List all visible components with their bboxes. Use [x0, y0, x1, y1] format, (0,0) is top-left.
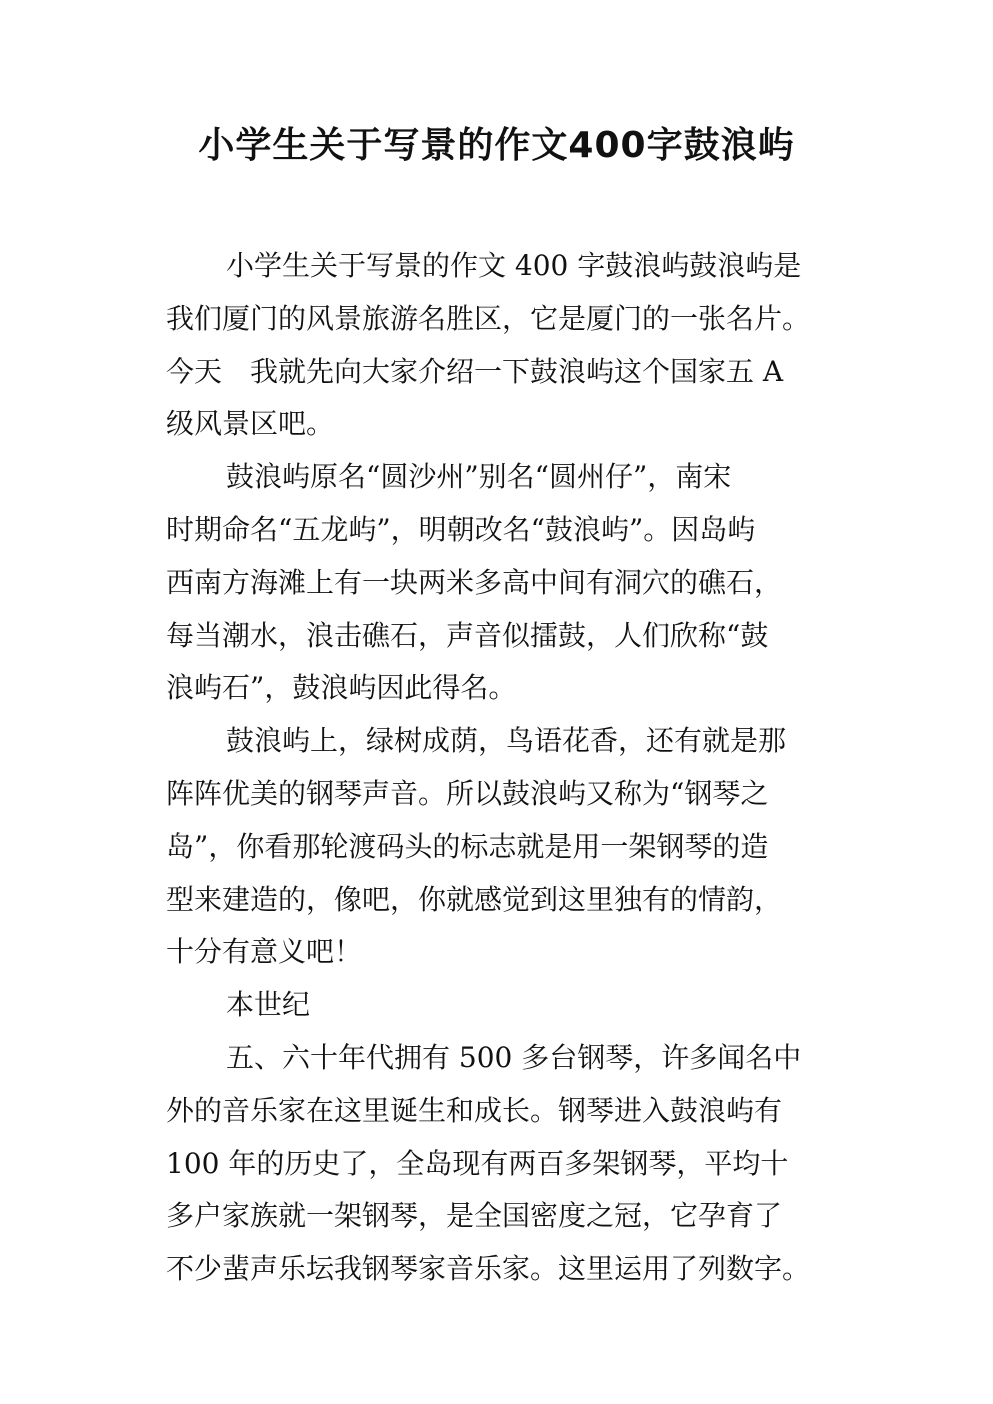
text-line: 外的音乐家在这里诞生和成长。钢琴进入鼓浪屿有 [166, 1093, 783, 1127]
text-line: 不少蜚声乐坛我钢琴家音乐家。这里运用了列数字。 [166, 1252, 811, 1286]
text-line: 五、六十年代拥有 500 多台钢琴，许多闻名中 [226, 1040, 802, 1074]
text-line: 鼓浪屿原名“圆沙州”别名“圆州仔”，南宋 [226, 460, 732, 494]
text-line: 多户家族就一架钢琴，是全国密度之冠，它孕育了 [166, 1199, 783, 1233]
text-line: 我们厦门的风景旅游名胜区，它是厦门的一张名片。 [166, 301, 811, 335]
text-line: 型来建造的，像吧，你就感觉到这里独有的情韵， [166, 882, 783, 916]
document-title: 小学生关于写景的作文400字鼓浪屿 [198, 125, 795, 166]
text-line: 西南方海滩上有一块两米多高中间有洞穴的礁石， [166, 565, 783, 599]
text-line: 100 年的历史了，全岛现有两百多架钢琴，平均十 [166, 1146, 789, 1180]
text-line: 十分有意义吧！ [166, 935, 363, 969]
text-line: 岛”，你看那轮渡码头的标志就是用一架钢琴的造 [166, 829, 769, 863]
text-line: 每当潮水，浪击礁石，声音似擂鼓，人们欣称“鼓 [166, 618, 769, 652]
text-line: 本世纪 [226, 988, 311, 1022]
text-line: 浪屿石”，鼓浪屿因此得名。 [166, 671, 517, 705]
text-line: 级风景区吧。 [166, 407, 335, 441]
text-line: 今天 我就先向大家介绍一下鼓浪屿这个国家五 A [166, 354, 784, 388]
text-line: 时期命名“五龙屿”，明朝改名“鼓浪屿”。因岛屿 [166, 512, 756, 546]
text-line: 阵阵优美的钢琴声音。所以鼓浪屿又称为“钢琴之 [166, 776, 769, 810]
text-line: 鼓浪屿上，绿树成荫，鸟语花香，还有就是那 [226, 724, 787, 758]
document-body [166, 240, 846, 1296]
text-line: 小学生关于写景的作文 400 字鼓浪屿鼓浪屿是 [226, 249, 802, 282]
